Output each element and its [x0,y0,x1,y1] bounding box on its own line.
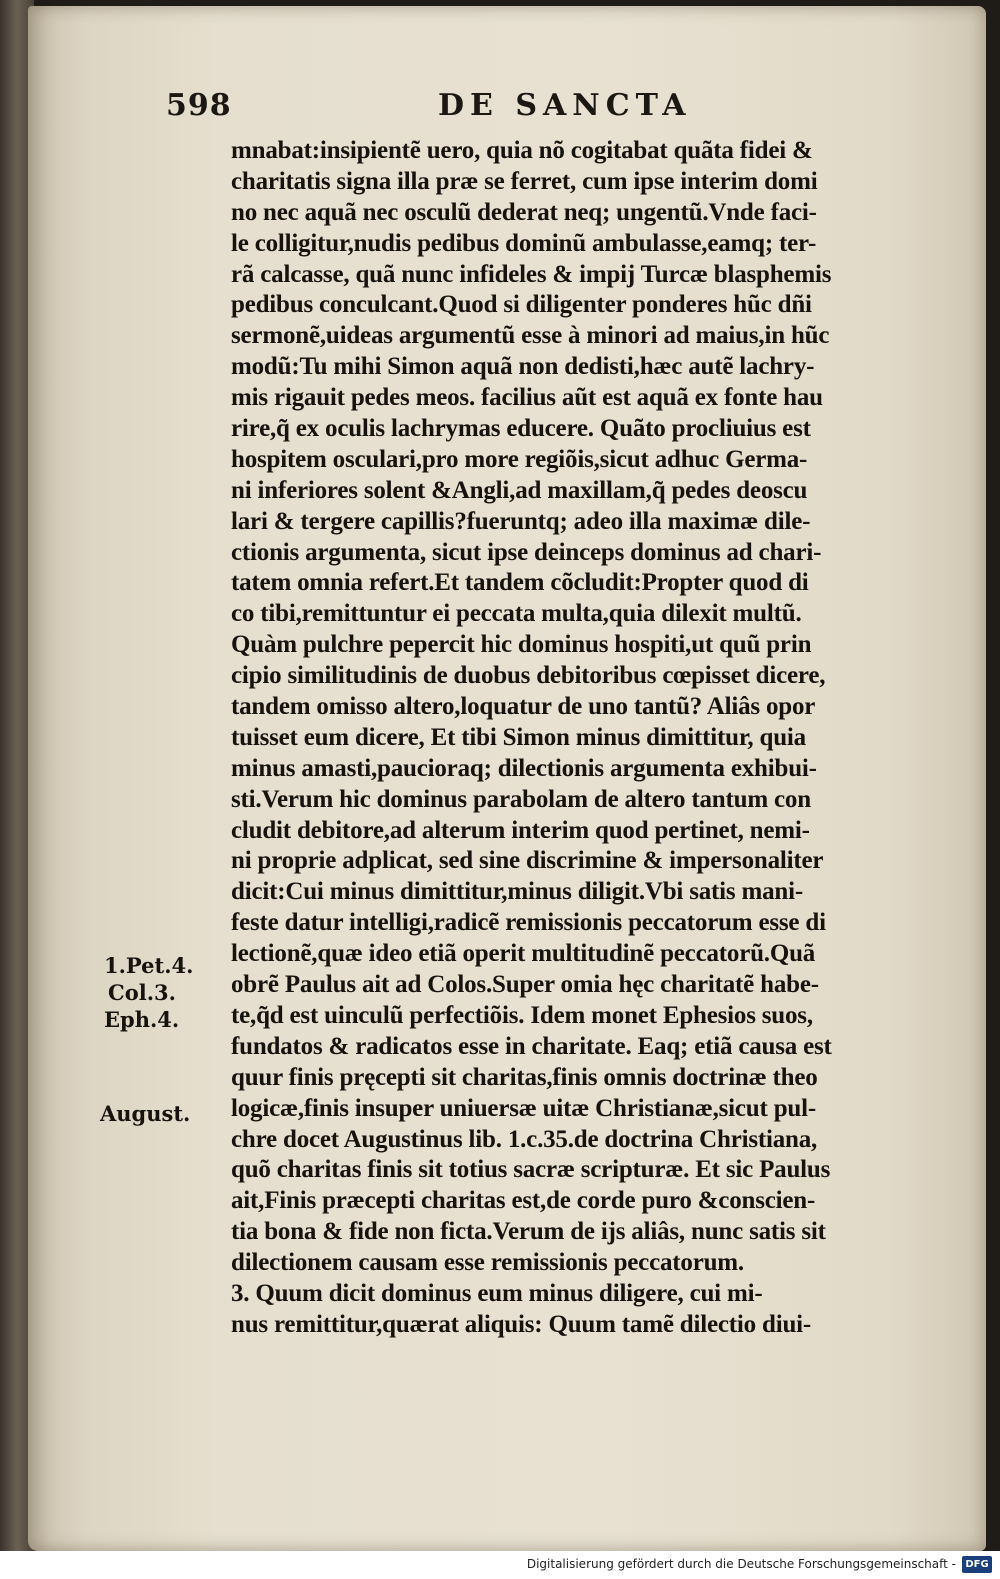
body-text [231,136,969,1341]
text-line: mis rigauit pedes meos. facilius aũt est aquã ex fonte hau [231,384,823,412]
text-line: Quàm pulchre pepercit hic dominus hospiti,ut quũ prin [231,631,812,659]
text-line: chre docet Augustinus lib. 1.c.35.de doctrina Christiana, [231,1125,818,1153]
margin-note-august: August. [100,1101,191,1126]
text-line: feste datur intelligi,radicẽ remissionis peccatorum esse di [231,909,826,937]
text-line: sti.Verum hic dominus parabolam de altero tantum con [231,785,811,813]
text-line: tatem omnia refert.Et tandem cõcludit:Propter quod di [231,569,809,597]
text-line: logicæ,finis insuper uniuersæ uitæ Christianæ,sicut pul- [231,1094,816,1122]
text-line: rã calcasse, quã nunc infideles & impij Turcæ blasphemis [231,260,832,288]
text-line: ait,Finis præcepti charitas est,de corde puro &conscien- [231,1187,816,1215]
text-line: fundatos & radicatos esse in charitate. Eaq; etiã causa est [231,1032,832,1060]
text-line: no nec aquã nec osculũ dederat neq; ungentũ.Vnde faci- [231,198,817,226]
text-line: dilectionem causam esse remissionis peccatorum. [231,1249,744,1277]
text-line: tia bona & fide non ficta.Verum de ijs aliâs, nunc satis sit [231,1218,826,1246]
text-line: 3. Quum dicit dominus eum minus diligere, cui mi- [231,1279,763,1307]
margin-note-1-pet: 1.Pet.4. [104,953,194,978]
page-header [28,88,986,128]
margin-note-eph: Eph.4. [104,1007,180,1032]
text-line: dicit:Cui minus dimittitur,minus diligit.Vbi satis mani- [231,878,804,906]
text-line: cludit debitore,ad alterum interim quod pertinet, nemi- [231,816,810,844]
footer-credit: Digitalisierung gefördert durch die Deutsche Forschungsgemeinschaft - [526,1557,956,1571]
text-line: tandem omisso altero,loquatur de uno tantũ? Aliâs opor [231,693,816,721]
text-line: mnabat:insipientẽ uero, quia nõ cogitabat quãta fidei & [231,137,813,164]
text-line: lectionẽ,quæ ideo etiã operit multitudinẽ peccatorũ.Quã [231,940,816,968]
text-line: nus remittitur,quærat aliquis: Quum tamẽ dilectio diui- [231,1310,812,1338]
text-line: cipio similitudinis de duobus debitoribus cœpisset dicere, [231,662,826,690]
text-line: charitatis signa illa præ se ferret, cum ipse interim domi [231,167,818,195]
book-page [28,6,986,1551]
page-number: 598 [166,88,232,123]
text-line: quõ charitas finis sit totius sacræ scripturæ. Et sic Paulus [231,1156,831,1184]
text-line: ctionis argumenta, sicut ipse deinceps dominus ad chari- [231,538,822,566]
text-line: rire,q̃ ex oculis lachrymas educere. Quãto procliuius est [231,415,811,443]
text-line: quur finis pręcepti sit charitas,finis omnis doctrinæ theo [231,1063,818,1091]
text-line: te,q̃d est uinculũ perfectiõis. Idem monet Ephesios suos, [231,1001,813,1029]
text-line: le colligitur,nudis pedibus dominũ ambulasse,eamq; ter- [231,229,817,257]
text-line: co tibi,remittuntur ei peccata multa,quia dilexit multũ. [231,600,802,628]
text-line: ni proprie adplicat, sed sine discrimine & impersonaliter [231,847,824,875]
text-line: modũ:Tu mihi Simon aquã non dedisti,hæc autẽ lachry- [231,353,815,381]
digitization-footer [0,1551,1000,1579]
margin-note-col: Col.3. [108,980,176,1005]
text-line: tuisset eum dicere, Et tibi Simon minus dimittitur, quia [231,723,806,751]
text-line: pedibus conculcant.Quod si diligenter ponderes hũc dñi [231,291,812,319]
text-line: sermonẽ,uideas argumentũ esse à minori ad maius,in hũc [231,322,830,350]
text-line: obrẽ Paulus ait ad Colos.Super omia hęc charitatẽ habe- [231,971,819,999]
running-head: DE SANCTA [438,88,692,123]
text-line: ni inferiores solent &Angli,ad maxillam,q̃ pedes deoscu [231,476,808,504]
text-line: hospitem osculari,pro more regiõis,sicut adhuc Germa- [231,445,808,473]
text-line: lari & tergere capillis?fueruntq; adeo illa maximæ dile- [231,507,811,535]
text-line: minus amasti,paucioraq; dilectionis argumenta exhibui- [231,754,817,782]
dfg-logo-icon: DFG [962,1556,992,1573]
